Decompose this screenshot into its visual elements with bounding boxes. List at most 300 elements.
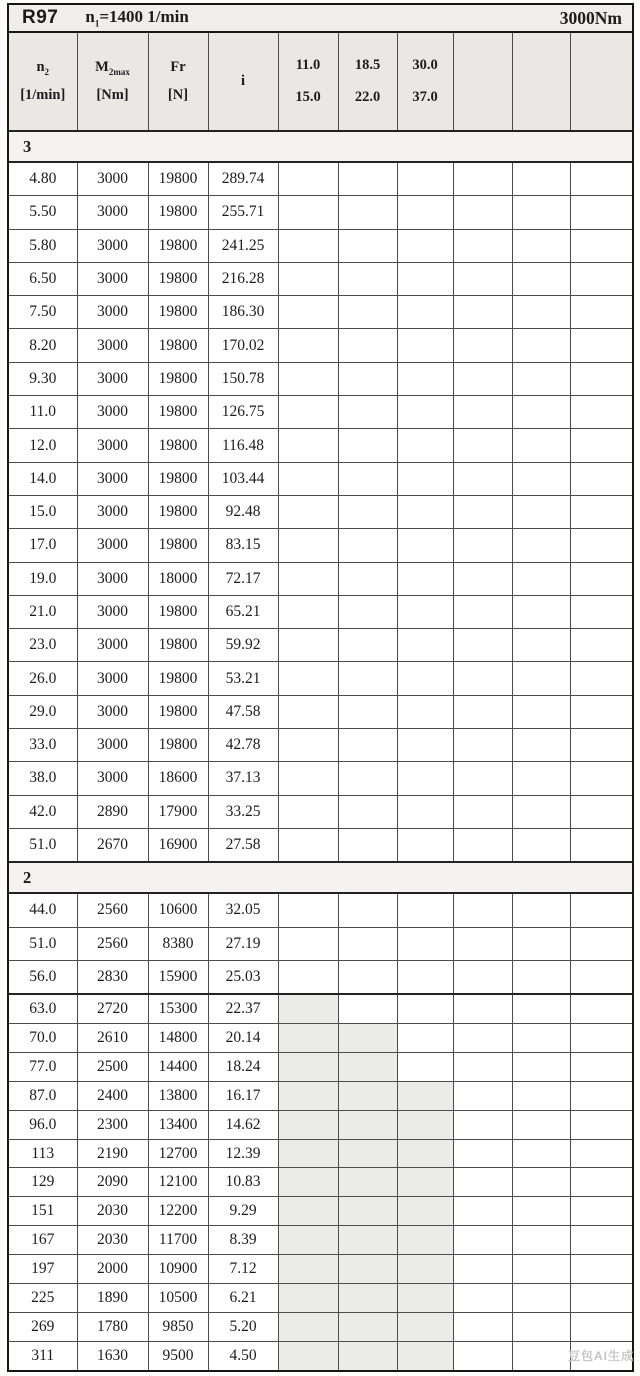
section-label: 3 bbox=[8, 131, 633, 162]
cell-m2max: 2400 bbox=[77, 1081, 148, 1110]
empty-cell bbox=[278, 1110, 338, 1139]
cell-i: 170.02 bbox=[208, 329, 278, 362]
cell-i: 5.20 bbox=[208, 1312, 278, 1341]
cell-fr: 14400 bbox=[148, 1052, 208, 1081]
empty-cell bbox=[453, 396, 512, 429]
empty-cell bbox=[278, 396, 338, 429]
col-header-ratio-i bbox=[208, 32, 278, 131]
empty-cell bbox=[338, 362, 397, 395]
empty-cell bbox=[338, 1081, 397, 1110]
cell-n2: 5.80 bbox=[8, 229, 77, 262]
cell-m2max: 2560 bbox=[77, 927, 148, 960]
empty-cell bbox=[338, 1110, 397, 1139]
empty-cell bbox=[512, 495, 570, 528]
empty-cell bbox=[570, 762, 633, 795]
empty-cell bbox=[453, 1284, 512, 1313]
cell-n2: 12.0 bbox=[8, 429, 77, 462]
col-header-blank-1 bbox=[453, 32, 512, 131]
empty-cell bbox=[397, 893, 453, 927]
cell-m2max: 1890 bbox=[77, 1284, 148, 1313]
empty-cell bbox=[338, 296, 397, 329]
empty-cell bbox=[453, 162, 512, 196]
empty-cell bbox=[397, 1081, 453, 1110]
cell-m2max: 2830 bbox=[77, 960, 148, 994]
table-row bbox=[8, 762, 633, 795]
empty-cell bbox=[397, 1341, 453, 1370]
table-row bbox=[8, 462, 633, 495]
col-header-n2 bbox=[8, 32, 77, 131]
empty-cell bbox=[570, 927, 633, 960]
cell-i: 83.15 bbox=[208, 529, 278, 562]
cell-n2: 42.0 bbox=[8, 795, 77, 828]
empty-cell bbox=[570, 162, 633, 196]
cell-i: 241.25 bbox=[208, 229, 278, 262]
empty-cell bbox=[278, 762, 338, 795]
empty-cell bbox=[453, 1197, 512, 1226]
empty-cell bbox=[278, 994, 338, 1023]
cell-m2max: 3000 bbox=[77, 262, 148, 295]
empty-cell bbox=[512, 927, 570, 960]
cell-fr: 12200 bbox=[148, 1197, 208, 1226]
table-row bbox=[8, 529, 633, 562]
cell-n2: 6.50 bbox=[8, 262, 77, 295]
empty-cell bbox=[397, 462, 453, 495]
cell-m2max: 3000 bbox=[77, 595, 148, 628]
cell-fr: 18000 bbox=[148, 562, 208, 595]
cell-n2: 29.0 bbox=[8, 695, 77, 728]
cell-n2: 77.0 bbox=[8, 1052, 77, 1081]
empty-cell bbox=[278, 429, 338, 462]
empty-cell bbox=[397, 1255, 453, 1284]
cell-m2max: 2000 bbox=[77, 1255, 148, 1284]
empty-cell bbox=[338, 1284, 397, 1313]
empty-cell bbox=[338, 196, 397, 229]
max-torque-label: 3000Nm bbox=[559, 7, 622, 28]
cell-fr: 13400 bbox=[148, 1110, 208, 1139]
empty-cell bbox=[397, 262, 453, 295]
table-row bbox=[8, 595, 633, 628]
empty-cell bbox=[570, 196, 633, 229]
cell-i: 32.05 bbox=[208, 893, 278, 927]
empty-cell bbox=[278, 329, 338, 362]
cell-n2: 129 bbox=[8, 1168, 77, 1197]
col-header-unit: [1/min] bbox=[20, 87, 66, 104]
empty-cell bbox=[338, 662, 397, 695]
empty-cell bbox=[397, 562, 453, 595]
table-row bbox=[8, 262, 633, 295]
empty-cell bbox=[338, 1024, 397, 1053]
empty-cell bbox=[570, 828, 633, 862]
empty-cell bbox=[512, 462, 570, 495]
empty-cell bbox=[278, 828, 338, 862]
cell-i: 53.21 bbox=[208, 662, 278, 695]
symbol-base: n bbox=[36, 58, 45, 75]
cell-i: 59.92 bbox=[208, 629, 278, 662]
empty-cell bbox=[512, 1284, 570, 1313]
empty-cell bbox=[453, 695, 512, 728]
empty-cell bbox=[453, 462, 512, 495]
table-row bbox=[8, 1226, 633, 1255]
cell-fr: 18600 bbox=[148, 762, 208, 795]
empty-cell bbox=[397, 1052, 453, 1081]
empty-cell bbox=[278, 927, 338, 960]
empty-cell bbox=[338, 695, 397, 728]
empty-cell bbox=[453, 1139, 512, 1168]
table-title-bar bbox=[7, 3, 634, 31]
table-row bbox=[8, 229, 633, 262]
empty-cell bbox=[397, 329, 453, 362]
cell-fr: 15300 bbox=[148, 994, 208, 1023]
symbol-base: i bbox=[240, 73, 246, 89]
cell-i: 103.44 bbox=[208, 462, 278, 495]
empty-cell bbox=[278, 960, 338, 994]
symbol-subscript: 2 bbox=[44, 66, 50, 77]
empty-cell bbox=[570, 1024, 633, 1053]
empty-cell bbox=[570, 695, 633, 728]
empty-cell bbox=[453, 828, 512, 862]
col-header-symbol bbox=[9, 59, 77, 77]
empty-cell bbox=[397, 495, 453, 528]
empty-cell bbox=[338, 1168, 397, 1197]
empty-cell bbox=[278, 1081, 338, 1110]
empty-cell bbox=[338, 1255, 397, 1284]
cell-n2: 269 bbox=[8, 1312, 77, 1341]
cell-fr: 19800 bbox=[148, 296, 208, 329]
empty-cell bbox=[570, 296, 633, 329]
empty-cell bbox=[570, 362, 633, 395]
empty-cell bbox=[338, 762, 397, 795]
empty-cell bbox=[512, 762, 570, 795]
col-header-symbol bbox=[78, 59, 148, 77]
cell-n2: 4.80 bbox=[8, 162, 77, 196]
empty-cell bbox=[570, 495, 633, 528]
power-value-bottom: 15.0 bbox=[295, 89, 321, 105]
section-row-2 bbox=[8, 862, 633, 893]
section-label: 2 bbox=[8, 862, 633, 893]
table-row bbox=[8, 729, 633, 762]
empty-cell bbox=[278, 362, 338, 395]
empty-cell bbox=[397, 960, 453, 994]
cell-fr: 19800 bbox=[148, 695, 208, 728]
empty-cell bbox=[570, 1168, 633, 1197]
cell-m2max: 3000 bbox=[77, 196, 148, 229]
cell-n2: 14.0 bbox=[8, 462, 77, 495]
empty-cell bbox=[512, 960, 570, 994]
cell-m2max: 2500 bbox=[77, 1052, 148, 1081]
empty-cell bbox=[397, 162, 453, 196]
cell-m2max: 3000 bbox=[77, 495, 148, 528]
table-row bbox=[8, 329, 633, 362]
empty-cell bbox=[570, 429, 633, 462]
empty-cell bbox=[338, 795, 397, 828]
empty-cell bbox=[453, 1312, 512, 1341]
empty-cell bbox=[397, 1226, 453, 1255]
empty-cell bbox=[570, 893, 633, 927]
cell-m2max: 2030 bbox=[77, 1226, 148, 1255]
empty-cell bbox=[453, 429, 512, 462]
empty-cell bbox=[338, 994, 397, 1023]
power-value-top: 11.0 bbox=[295, 57, 321, 73]
col-header-m2max bbox=[77, 32, 148, 131]
cell-fr: 9500 bbox=[148, 1341, 208, 1370]
cell-m2max: 3000 bbox=[77, 462, 148, 495]
empty-cell bbox=[453, 1255, 512, 1284]
empty-cell bbox=[512, 1110, 570, 1139]
empty-cell bbox=[338, 1312, 397, 1341]
empty-cell bbox=[512, 1255, 570, 1284]
empty-cell bbox=[453, 762, 512, 795]
cell-fr: 15900 bbox=[148, 960, 208, 994]
cell-fr: 19800 bbox=[148, 595, 208, 628]
table-row bbox=[8, 1168, 633, 1197]
empty-cell bbox=[397, 229, 453, 262]
empty-cell bbox=[278, 1255, 338, 1284]
symbol-subscript: 2max bbox=[108, 66, 130, 77]
empty-cell bbox=[570, 1226, 633, 1255]
table-row bbox=[8, 1255, 633, 1284]
table-row bbox=[8, 1312, 633, 1341]
empty-cell bbox=[278, 795, 338, 828]
cell-m2max: 3000 bbox=[77, 529, 148, 562]
empty-cell bbox=[570, 1081, 633, 1110]
empty-cell bbox=[397, 362, 453, 395]
empty-cell bbox=[453, 629, 512, 662]
cell-i: 27.58 bbox=[208, 828, 278, 862]
empty-cell bbox=[278, 695, 338, 728]
cell-n2: 15.0 bbox=[8, 495, 77, 528]
empty-cell bbox=[570, 329, 633, 362]
power-value-bottom: 22.0 bbox=[354, 89, 381, 105]
empty-cell bbox=[453, 562, 512, 595]
empty-cell bbox=[453, 595, 512, 628]
cell-fr: 19800 bbox=[148, 262, 208, 295]
empty-cell bbox=[512, 396, 570, 429]
empty-cell bbox=[397, 1024, 453, 1053]
cell-i: 14.62 bbox=[208, 1110, 278, 1139]
empty-cell bbox=[338, 1197, 397, 1226]
empty-cell bbox=[512, 629, 570, 662]
cell-fr: 19800 bbox=[148, 162, 208, 196]
cell-n2: 87.0 bbox=[8, 1081, 77, 1110]
empty-cell bbox=[338, 893, 397, 927]
empty-cell bbox=[512, 529, 570, 562]
empty-cell bbox=[397, 828, 453, 862]
cell-i: 72.17 bbox=[208, 562, 278, 595]
empty-cell bbox=[338, 1226, 397, 1255]
power-value-bottom: 37.0 bbox=[412, 89, 438, 105]
empty-cell bbox=[338, 1052, 397, 1081]
empty-cell bbox=[453, 362, 512, 395]
empty-cell bbox=[570, 629, 633, 662]
empty-cell bbox=[453, 1168, 512, 1197]
empty-cell bbox=[338, 529, 397, 562]
empty-cell bbox=[453, 960, 512, 994]
empty-cell bbox=[397, 1284, 453, 1313]
empty-cell bbox=[338, 629, 397, 662]
cell-i: 92.48 bbox=[208, 495, 278, 528]
col-header-symbol bbox=[209, 73, 278, 90]
cell-m2max: 1630 bbox=[77, 1341, 148, 1370]
empty-cell bbox=[397, 529, 453, 562]
empty-cell bbox=[397, 296, 453, 329]
empty-cell bbox=[453, 1341, 512, 1370]
empty-cell bbox=[397, 1139, 453, 1168]
col-header-blank-2 bbox=[512, 32, 570, 131]
table-row bbox=[8, 1139, 633, 1168]
empty-cell bbox=[278, 1139, 338, 1168]
cell-i: 27.19 bbox=[208, 927, 278, 960]
col-header-unit: [Nm] bbox=[96, 87, 129, 104]
cell-fr: 19800 bbox=[148, 362, 208, 395]
empty-cell bbox=[338, 462, 397, 495]
empty-cell bbox=[512, 296, 570, 329]
cell-i: 37.13 bbox=[208, 762, 278, 795]
power-value-top: 30.0 bbox=[412, 57, 438, 73]
empty-cell bbox=[397, 1168, 453, 1197]
empty-cell bbox=[570, 795, 633, 828]
catalog-sheet bbox=[7, 3, 634, 1372]
empty-cell bbox=[397, 595, 453, 628]
cell-n2: 63.0 bbox=[8, 994, 77, 1023]
empty-cell bbox=[570, 994, 633, 1023]
table-row bbox=[8, 695, 633, 728]
empty-cell bbox=[512, 362, 570, 395]
empty-cell bbox=[453, 329, 512, 362]
empty-cell bbox=[397, 662, 453, 695]
empty-cell bbox=[278, 162, 338, 196]
empty-cell bbox=[570, 229, 633, 262]
empty-cell bbox=[397, 1110, 453, 1139]
cell-m2max: 2720 bbox=[77, 994, 148, 1023]
cell-n2: 197 bbox=[8, 1255, 77, 1284]
column-header-row bbox=[8, 32, 633, 131]
cell-n2: 113 bbox=[8, 1139, 77, 1168]
cell-fr: 10900 bbox=[148, 1255, 208, 1284]
empty-cell bbox=[278, 262, 338, 295]
col-header-unit: [N] bbox=[167, 87, 189, 103]
empty-cell bbox=[453, 1052, 512, 1081]
cell-m2max: 2670 bbox=[77, 828, 148, 862]
gear-model-label: R97 bbox=[22, 7, 59, 28]
cell-fr: 13800 bbox=[148, 1081, 208, 1110]
cell-m2max: 3000 bbox=[77, 162, 148, 196]
cell-i: 126.75 bbox=[208, 396, 278, 429]
cell-m2max: 1780 bbox=[77, 1312, 148, 1341]
cell-i: 186.30 bbox=[208, 296, 278, 329]
empty-cell bbox=[512, 729, 570, 762]
empty-cell bbox=[278, 1226, 338, 1255]
empty-cell bbox=[512, 994, 570, 1023]
cell-n2: 167 bbox=[8, 1226, 77, 1255]
empty-cell bbox=[570, 529, 633, 562]
empty-cell bbox=[453, 296, 512, 329]
cell-fr: 8380 bbox=[148, 927, 208, 960]
table-row bbox=[8, 1341, 633, 1370]
cell-n2: 38.0 bbox=[8, 762, 77, 795]
cell-m2max: 3000 bbox=[77, 562, 148, 595]
cell-i: 18.24 bbox=[208, 1052, 278, 1081]
empty-cell bbox=[570, 262, 633, 295]
col-header-power-11-15 bbox=[278, 32, 338, 131]
cell-m2max: 3000 bbox=[77, 762, 148, 795]
cell-i: 33.25 bbox=[208, 795, 278, 828]
table-row bbox=[8, 828, 633, 862]
table-row bbox=[8, 927, 633, 960]
symbol-base: Fr bbox=[170, 59, 186, 75]
empty-cell bbox=[512, 162, 570, 196]
empty-cell bbox=[512, 1139, 570, 1168]
cell-m2max: 3000 bbox=[77, 729, 148, 762]
empty-cell bbox=[338, 1139, 397, 1168]
cell-n2: 51.0 bbox=[8, 828, 77, 862]
table-row bbox=[8, 162, 633, 196]
empty-cell bbox=[278, 1197, 338, 1226]
empty-cell bbox=[338, 262, 397, 295]
empty-cell bbox=[570, 595, 633, 628]
col-header-power-18-22 bbox=[338, 32, 397, 131]
empty-cell bbox=[512, 1052, 570, 1081]
empty-cell bbox=[570, 562, 633, 595]
table-row bbox=[8, 1197, 633, 1226]
cell-n2: 5.50 bbox=[8, 196, 77, 229]
empty-cell bbox=[338, 729, 397, 762]
cell-i: 9.29 bbox=[208, 1197, 278, 1226]
empty-cell bbox=[397, 695, 453, 728]
empty-cell bbox=[338, 828, 397, 862]
empty-cell bbox=[397, 994, 453, 1023]
cell-fr: 12100 bbox=[148, 1168, 208, 1197]
empty-cell bbox=[278, 196, 338, 229]
cell-fr: 19800 bbox=[148, 662, 208, 695]
cell-m2max: 2190 bbox=[77, 1139, 148, 1168]
cell-n2: 19.0 bbox=[8, 562, 77, 595]
empty-cell bbox=[512, 229, 570, 262]
col-header-blank-3 bbox=[570, 32, 633, 131]
input-speed-label bbox=[85, 7, 188, 28]
empty-cell bbox=[338, 162, 397, 196]
empty-cell bbox=[512, 595, 570, 628]
empty-cell bbox=[278, 296, 338, 329]
empty-cell bbox=[397, 629, 453, 662]
cell-m2max: 3000 bbox=[77, 296, 148, 329]
cell-n2: 21.0 bbox=[8, 595, 77, 628]
watermark: 豆包AI生成 bbox=[567, 1349, 634, 1363]
empty-cell bbox=[570, 1255, 633, 1284]
cell-n2: 17.0 bbox=[8, 529, 77, 562]
col-header-symbol bbox=[149, 59, 208, 76]
empty-cell bbox=[278, 1341, 338, 1370]
cell-n2: 9.30 bbox=[8, 362, 77, 395]
cell-n2: 51.0 bbox=[8, 927, 77, 960]
cell-i: 20.14 bbox=[208, 1024, 278, 1053]
cell-m2max: 2090 bbox=[77, 1168, 148, 1197]
cell-i: 10.83 bbox=[208, 1168, 278, 1197]
cell-i: 116.48 bbox=[208, 429, 278, 462]
table-row bbox=[8, 1024, 633, 1053]
empty-cell bbox=[512, 562, 570, 595]
empty-cell bbox=[453, 1226, 512, 1255]
empty-cell bbox=[512, 1312, 570, 1341]
table-row bbox=[8, 1110, 633, 1139]
empty-cell bbox=[512, 1197, 570, 1226]
cell-fr: 14800 bbox=[148, 1024, 208, 1053]
empty-cell bbox=[278, 529, 338, 562]
cell-i: 22.37 bbox=[208, 994, 278, 1023]
cell-n2: 8.20 bbox=[8, 329, 77, 362]
cell-i: 12.39 bbox=[208, 1139, 278, 1168]
cell-fr: 10600 bbox=[148, 893, 208, 927]
empty-cell bbox=[278, 1168, 338, 1197]
